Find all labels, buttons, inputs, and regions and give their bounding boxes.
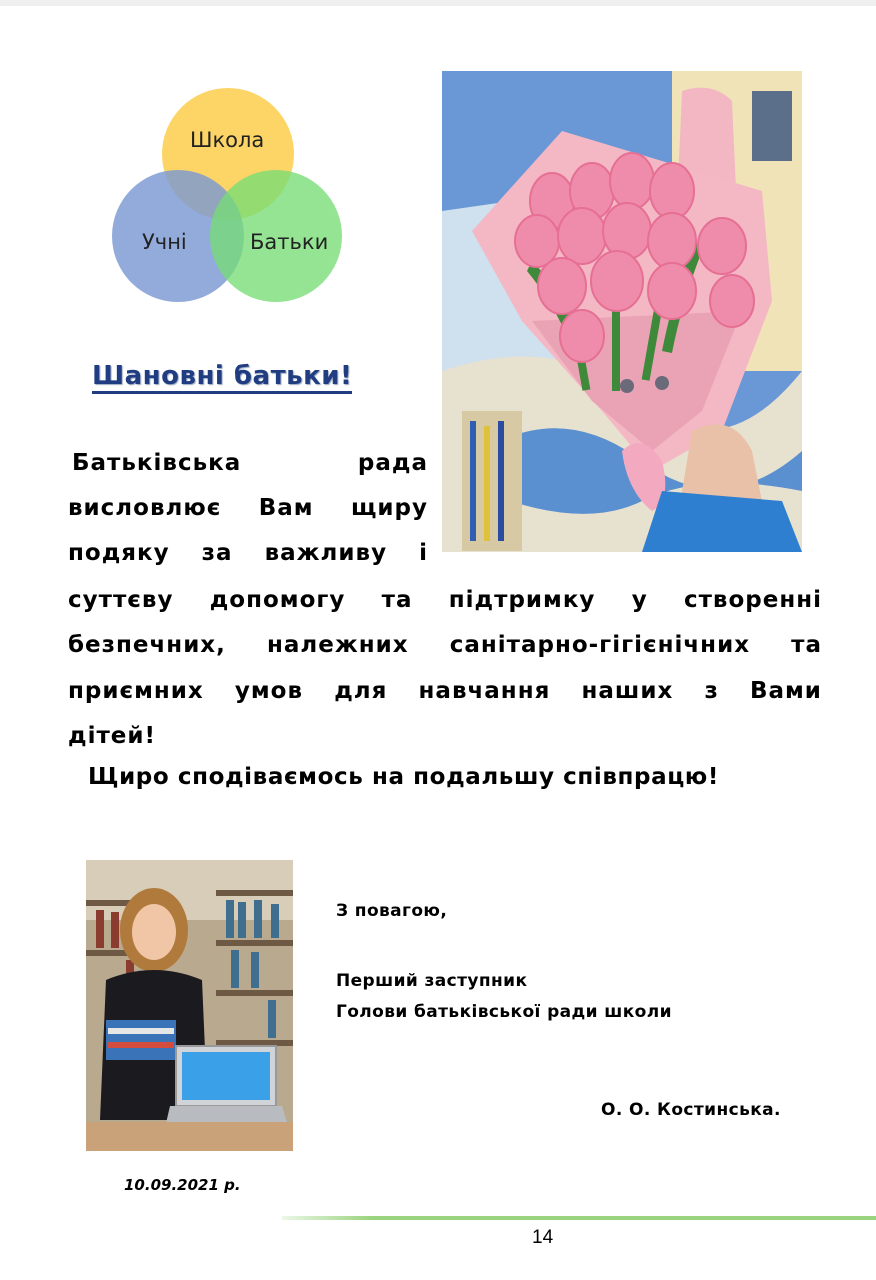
paragraph-line: суттєву допомогу та підтримку у створенні bbox=[68, 587, 822, 613]
closing-sentence: Щиро сподіваємось на подальшу співпрацю! bbox=[88, 764, 719, 790]
venn-label-school: Школа bbox=[190, 128, 265, 152]
paragraph-line: приємних умов для навчання наших з Вами bbox=[68, 678, 822, 704]
venn-diagram bbox=[110, 88, 350, 308]
signature-regards: З повагою, bbox=[336, 901, 448, 921]
paragraph-line: дітей! bbox=[68, 723, 156, 749]
signature-title-line2: Голови батьківської ради школи bbox=[336, 1002, 672, 1022]
paragraph-line: висловлює Вам щиру bbox=[68, 495, 428, 521]
paragraph-line: Батьківська рада bbox=[72, 450, 428, 476]
tulip-bouquet-photo bbox=[442, 71, 802, 552]
document-date: 10.09.2021 р. bbox=[124, 1176, 241, 1194]
footer-divider bbox=[282, 1216, 876, 1220]
page-heading: Шановні батьки! bbox=[92, 362, 352, 394]
venn-label-students: Учні bbox=[142, 230, 187, 254]
signatory-photo bbox=[86, 860, 293, 1151]
paragraph-line: подяку за важливу і bbox=[68, 540, 428, 566]
top-border bbox=[0, 0, 876, 6]
signature-title-line1: Перший заступник bbox=[336, 971, 528, 991]
venn-label-parents: Батьки bbox=[250, 230, 329, 254]
paragraph-line: безпечних, належних санітарно-гігієнічних та bbox=[68, 632, 822, 658]
signature-name: О. О. Костинська. bbox=[601, 1100, 781, 1120]
page-number: 14 bbox=[532, 1227, 554, 1248]
